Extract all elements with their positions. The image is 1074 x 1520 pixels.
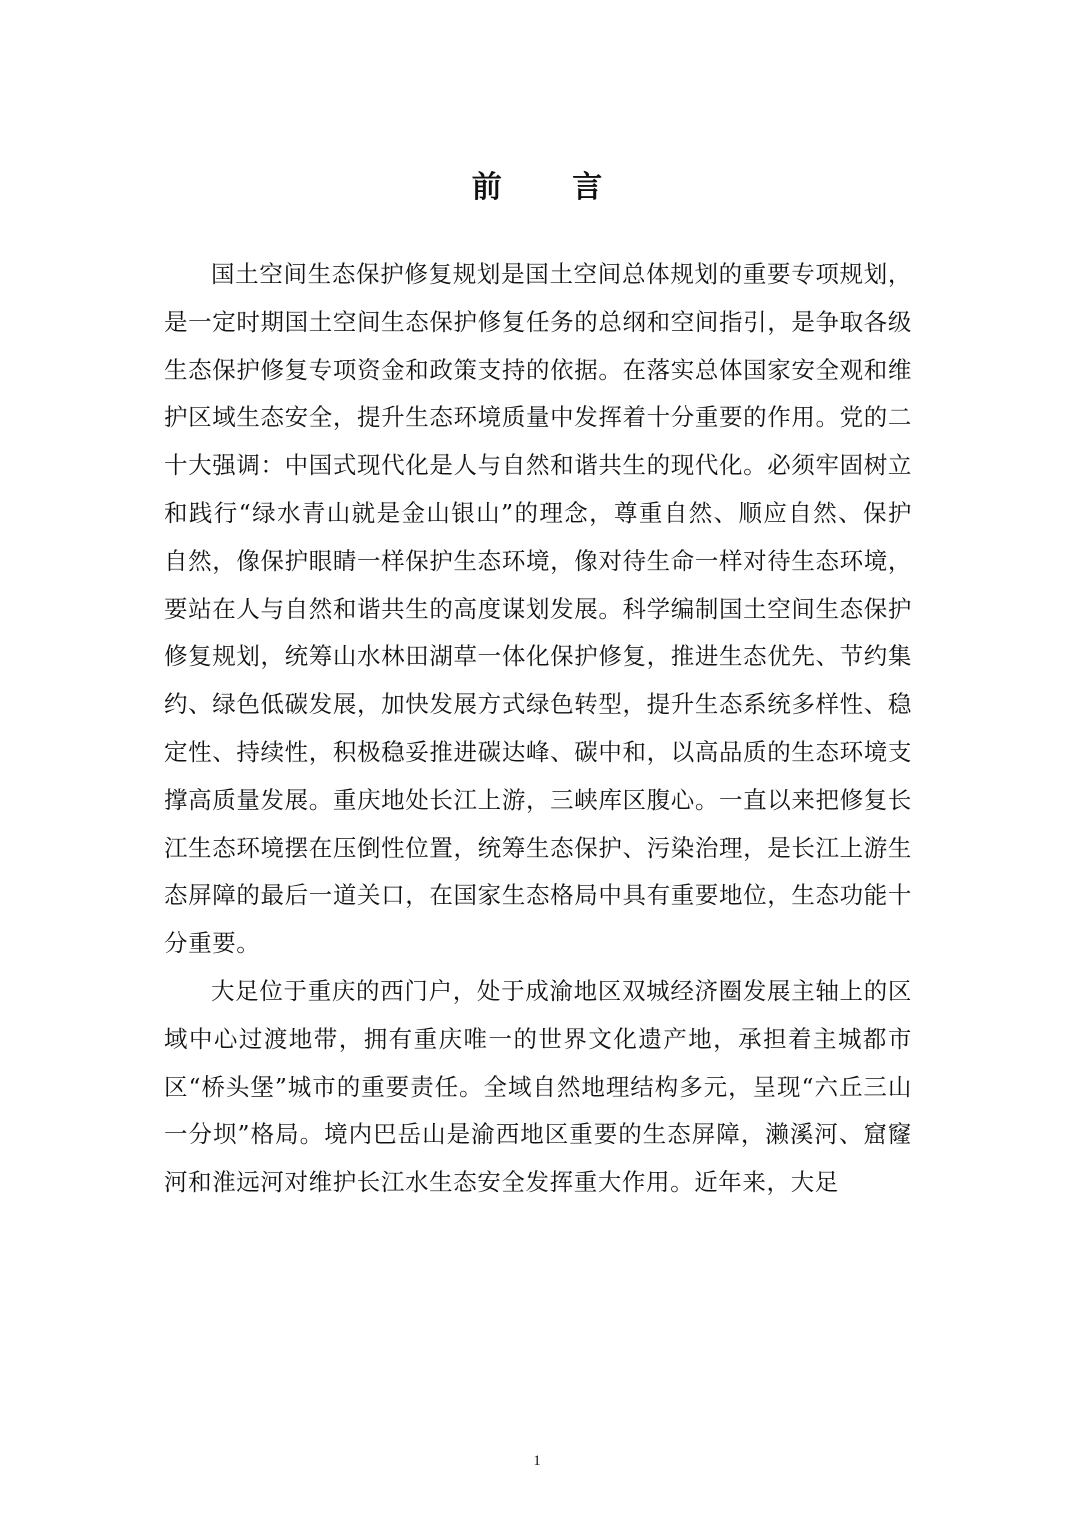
- page-number: 1: [533, 1453, 541, 1469]
- paragraph: 国土空间生态保护修复规划是国土空间总体规划的重要专项规划，是一定时期国土空间生态保护修复任务的总纲和空间指引，是争取各级生态保护修复专项资金和政策支持的依据。在落实总体国家安全观和维护区域生态安全，提升生态环境质量中发挥着十分重要的作用。党的二十大强调：中国式现代化是人与自然和谐共生的现代化。必须牢固树立和践行“绿水青山就是金山银山”的理念，尊重自然、顺应自然、保护自然，像保护眼睛一样保护生态环境，像对待生命一样对待生态环境，要站在人与自然和谐共生的高度谋划发展。科学编制国土空间生态保护修复规划，统筹山水林田湖草一体化保护修复，推进生态优先、节约集约、绿色低碳发展，加快发展方式绿色转型，提升生态系统多样性、稳定性、持续性，积极稳妥推进碳达峰、碳中和，以高品质的生态环境支撑高质量发展。重庆地处长江上游，三峡库区腹心。一直以来把修复长江生态环境摆在压倒性位置，统筹生态保护、污染治理，是长江上游生态屏障的最后一道关口，在国家生态格局中具有重要地位，生态功能十分重要。: [164, 260, 912, 958]
- page-title: 前 言: [471, 170, 633, 205]
- paragraph: 大足位于重庆的西门户，处于成渝地区双城经济圈发展主轴上的区域中心过渡地带，拥有重庆唯一的世界文化遗产地，承担着主城都市区“桥头堡”城市的重要责任。全域自然地理结构多元，呈现“六丘三山一分坝”格局。境内巴岳山是渝西地区重要的生态屏障，濑溪河、窟窿河和淮远河对维护长江水生态安全发挥重大作用。近年来，大足: [164, 976, 912, 1197]
- document-body: [164, 251, 912, 1207]
